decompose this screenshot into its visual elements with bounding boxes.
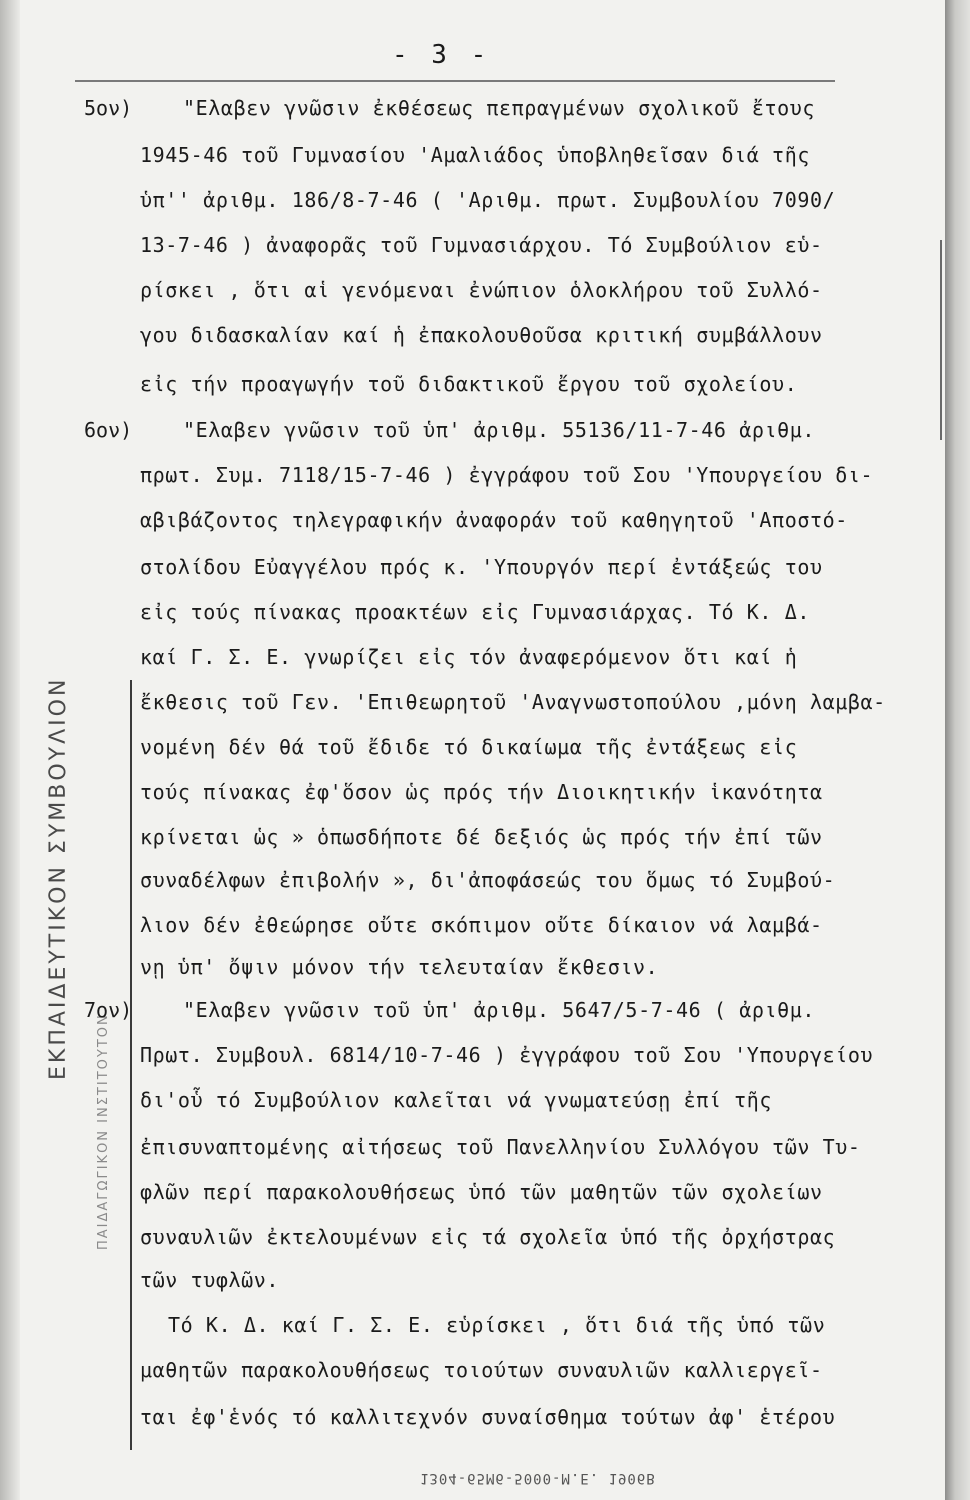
text-line: εἰς τήν προαγωγήν τοῦ διδακτικοῦ ἔργου τοῦ σχολείου. bbox=[140, 372, 798, 396]
text-line: ὑπ'' ἀριθμ. 186/8-7-46 ( 'Αριθμ. πρωτ. Συμβουλίου 7090/ bbox=[140, 188, 836, 212]
text-line: "Ελαβεν γνῶσιν τοῦ ὑπ' ἀριθμ. 55136/11-7-46 ἀριθμ. bbox=[183, 418, 816, 442]
side-stamp: ΕΚΠΑΙΔΕΥΤΙΚΟΝ ΣΥΜΒΟΥΛΙΟΝ bbox=[46, 676, 71, 1080]
text-line: αβιβάζοντος τηλεγραφικήν ἀναφοράν τοῦ καθηγητοῦ 'Αποστό- bbox=[140, 508, 848, 532]
item-marker-6: 6ον) bbox=[84, 418, 133, 442]
printer-footer: 1304-65M6-5000-Μ.Ε. 1906Β bbox=[420, 1470, 656, 1486]
text-line: γου διδασκαλίαν καί ἡ ἐπακολουθοῦσα κριτική συμβάλλουν bbox=[140, 323, 823, 347]
text-line: κρίνεται ὡς » ὁπωσδήποτε δέ δεξιός ὡς πρός τήν ἐπί τῶν bbox=[140, 825, 823, 849]
text-line: "Ελαβεν γνῶσιν τοῦ ὑπ' ἀριθμ. 5647/5-7-46 ( ἀριθμ. bbox=[183, 998, 816, 1022]
text-line: καί Γ. Σ. Ε. γνωρίζει εἰς τόν ἀναφερόμενον ὅτι καί ἡ bbox=[140, 645, 798, 669]
text-line: πρωτ. Συμ. 7118/15-7-46 ) ἐγγράφου τοῦ Σου 'Υπουργείου δι- bbox=[140, 463, 874, 487]
text-line: νῃ ὑπ' ὄψιν μόνον τήν τελευταίαν ἔκθεσιν. bbox=[140, 955, 659, 979]
text-line: στολίδου Εὐαγγέλου πρός κ. 'Υπουργόν περί ἐντάξεώς του bbox=[140, 555, 823, 579]
text-line: συναυλιῶν ἐκτελουμένων εἰς τά σχολεῖα ὑπό τῆς ὀρχήστρας bbox=[140, 1225, 836, 1249]
text-line: λιον δέν ἐθεώρησε οὔτε σκόπιμον οὔτε δίκαιον νά λαμβά- bbox=[140, 913, 823, 937]
text-line: 1945-46 τοῦ Γυμνασίου 'Αμαλιάδος ὑποβληθεῖσαν διά τῆς bbox=[140, 143, 810, 167]
text-line: τούς πίνακας ἐφ'ὅσον ὡς πρός τήν Διοικητικήν ἱκανότητα bbox=[140, 780, 823, 804]
text-line: 13-7-46 ) ἀναφορᾶς τοῦ Γυμνασιάρχου. Τό Συμβούλιον εὑ- bbox=[140, 233, 823, 257]
text-line: ται ἐφ'ἑνός τό καλλιτεχνόν συναίσθημα τούτων ἀφ' ἑτέρου bbox=[140, 1405, 836, 1429]
text-line: ρίσκει , ὅτι αἱ γενόμεναι ἐνώπιον ὁλοκλήρου τοῦ Συλλό- bbox=[140, 278, 823, 302]
text-line: Τό Κ. Δ. καί Γ. Σ. Ε. εὑρίσκει , ὅτι διά τῆς ὑπό τῶν bbox=[168, 1313, 826, 1337]
text-line: Πρωτ. Συμβουλ. 6814/10-7-46 ) ἐγγράφου τοῦ Σου 'Υπουργείου bbox=[140, 1043, 874, 1067]
page-edge-shadow bbox=[945, 0, 970, 1500]
text-line: τῶν τυφλῶν. bbox=[140, 1268, 280, 1292]
text-line: ἔκθεσις τοῦ Γεν. 'Επιθεωρητοῦ 'Αναγνωστοπούλου ,μόνη λαμβα- bbox=[140, 690, 886, 714]
page-number: - 3 - bbox=[392, 40, 491, 70]
text-line: εἰς τούς πίνακας προακτέων εἰς Γυμνασιάρχας. Τό Κ. Δ. bbox=[140, 600, 810, 624]
margin-line bbox=[130, 680, 132, 1450]
text-line: ἐπισυναπτομένης αἰτήσεως τοῦ Πανελληνίου Συλλόγου τῶν Τυ- bbox=[140, 1135, 861, 1159]
text-line: "Ελαβεν γνῶσιν ἐκθέσεως πεπραγμένων σχολικοῦ ἔτους bbox=[183, 96, 816, 120]
text-line: φλῶν περί παρακολουθήσεως ὑπό τῶν μαθητῶν τῶν σχολείων bbox=[140, 1180, 823, 1204]
binding-edge bbox=[0, 0, 20, 1500]
text-line: συναδέλφων ἐπιβολήν », δι'ἀποφάσεώς του ὅμως τό Συμβού- bbox=[140, 868, 836, 892]
text-line: μαθητῶν παρακολουθήσεως τοιούτων συναυλιῶν καλλιεργεῖ- bbox=[140, 1358, 823, 1382]
text-line: δι'οὗ τό Συμβούλιον καλεῖται νά γνωματεύσῃ ἐπί τῆς bbox=[140, 1088, 773, 1112]
header-rule bbox=[75, 80, 835, 82]
item-marker-7: 7ον) bbox=[84, 998, 133, 1022]
margin-line-right bbox=[940, 240, 942, 440]
side-stamp-faint: ΠΑΙΔΑΓΩΓΙΚΟΝ ΙΝΣΤΙΤΟΥΤΟΝ bbox=[96, 1013, 111, 1250]
text-line: νομένη δέν θά τοῦ ἔδιδε τό δικαίωμα τῆς ἐντάξεως εἰς bbox=[140, 735, 798, 759]
item-marker-5: 5ον) bbox=[84, 96, 133, 120]
